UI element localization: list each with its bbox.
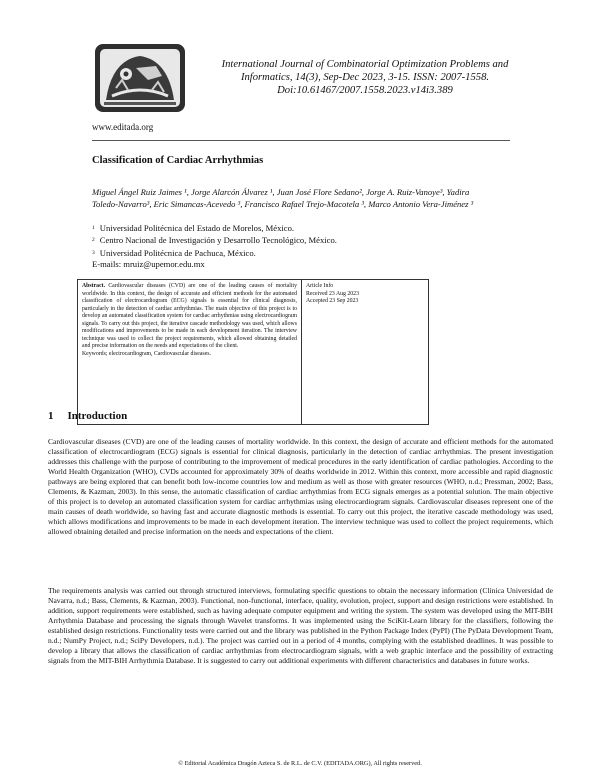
abstract-box (77, 279, 302, 425)
intro-paragraph-2: The requirements analysis was carried out through structured interviews, formulating specific questions to obtain the necessary information (Clínica Universidad de Navarra, n.d.; Bass, Clements, & Kazman, 2003). Functional, non-functional, interface, quality, evolution, project, support and design restrictions were established. In addition, support requirements were established, such as having adequate computer equipment and writing the system. The system was developed using the MIT-BIH Arrhythmia Database and processing the signals through Wavelet transforms. It was implemented using the SciKit-Learn library for the classifiers, following the established design restrictions. Functionality tests were carried out and the library was published in the Python Package Index (PyPI) (The PyData Development Team, n.d.; NumPy Project, n.d.; SciPy Developers, n.d.). The project was carried out in a period of 4 months, complying with the established deadlines. It was possible to develop a library that allows the classification of cardiac arrhythmias from electrocardiogram signals, with a web graphic interface and the possibility of extracting signals from the MIT-BIH Arrhythmia Database. It is suggested to carry out additional experiments with different characteristics and databases in future works. (48, 586, 553, 665)
authors-line-1: Miguel Ángel Ruiz Jaimes ¹, Jorge Alarcón Álvarez ¹, Juan José Flore Sedano², Jorge A. Ruiz-Vanoye³, Yadira (92, 187, 470, 197)
abstract-text: Cardiovascular diseases (CVD) are one of the leading causes of mortality worldwide. In this context, the design of accurate and efficient methods for the automated classification of electrocardiogram (ECG) signals is essential for clinical diagnosis, particularly in the detection of cardiac arrhythmias. The main objective of this project is to develop an automated classification system for cardiac arrhythmias using electrocardiogram signals. To carry out this project, the iterative cascade methodology was used, which allows modifications and improvements to be made in each development iteration. The interview technique was used to collect the project requirements, which allowed obtaining detailed and precise information on the needs and expectations of the client. (82, 283, 297, 349)
affiliation-2: $^2$ Centro Nacional de Investigación y Desarrollo Tecnológico, México. (92, 235, 337, 246)
editada-logo-icon (92, 40, 188, 116)
affiliations (92, 222, 337, 259)
affiliation-3: $^3$ Universidad Politécnica de Pachuca, México. (92, 247, 256, 258)
affiliation-1: $^1$ Universidad Politécnica del Estado de Morelos, México. (92, 223, 295, 233)
header-divider (92, 140, 510, 141)
author-list (92, 186, 512, 210)
article-info-heading: Article Info (306, 283, 334, 289)
website-link[interactable]: www.editada.org (92, 122, 154, 132)
article-title: Classification of Cardiac Arrhythmias (92, 155, 264, 166)
journal-line-2: Informatics, 14(3), Sep-Dec 2023, 3-15. ISSN: 2007-1558. (240, 72, 490, 83)
journal-doi[interactable]: Doi:10.61467/2007.1558.2023.v14i3.389 (277, 85, 453, 96)
intro-paragraph-1: Cardiovascular diseases (CVD) are one of the leading causes of mortality worldwide. In this context, the design of accurate and efficient methods for the automated classification of electrocardiogram (ECG) signals is essential for clinical diagnosis, particularly in the detection of cardiac arrhythmias. The present investigation addresses this challenge with the purpose of contributing to the improvement of medical procedures in the early identification of cardiac pathologies. According to the World Health Organization (WHO), CVDs accounted for approximately 30% of deaths worldwide in 2012. Within this context, more accessible and rapid diagnostic pathways are being explored that can benefit both low-income countries low and medium as well as those with greater resources (WHO, n.d.; Pressman, 2002; Bass, Clements, & Kazman, 2003). In this sense, the automatic classification of cardiac arrhythmias from ECG signals emerges as a potential solution. The main objective of this project is to develop an automated classification system for cardiac arrhythmias using electrocardiogram signals. Cardiovascular diseases represent one of the main causes of death worldwide, so having fast and accurate diagnostic methods is essential. To carry out this project, the iterative cascade methodology was used, which allows modifications and improvements to be made in each development iteration. The interview technique was used to collect the project requirements, which allowed obtaining detailed and precise information on the needs and expectations of the client. (48, 437, 553, 536)
keywords: Keywords; electrocardiogram, Cardiovascular diseases. (82, 350, 211, 357)
accepted-date: Accepted 23 Sep 2023 (306, 298, 359, 304)
journal-citation (200, 58, 530, 97)
received-date: Received 23 Aug 2023 (306, 290, 359, 297)
abstract-label: Abstract. (82, 283, 106, 289)
section-title: Introduction (67, 410, 128, 422)
section-number: 1 (48, 410, 54, 422)
journal-line-1: International Journal of Combinatorial Optimization Problems and (221, 59, 509, 70)
article-info-box (302, 279, 429, 425)
section-heading (48, 410, 127, 422)
contact-emails: E-mails: mruiz@upemor.edu.mx (92, 259, 205, 269)
authors-line-2: Toledo-Navarro³, Eric Simancas-Acevedo ³, Francisco Rafael Trejo-Macotela ³, Marco Antonio Vera-Jiménez ³ (92, 199, 474, 209)
copyright-footer: © Editorial Académica Dragón Azteca S. de R.L. de C.V. (EDITADA.ORG), All rights reserved. (178, 760, 422, 767)
